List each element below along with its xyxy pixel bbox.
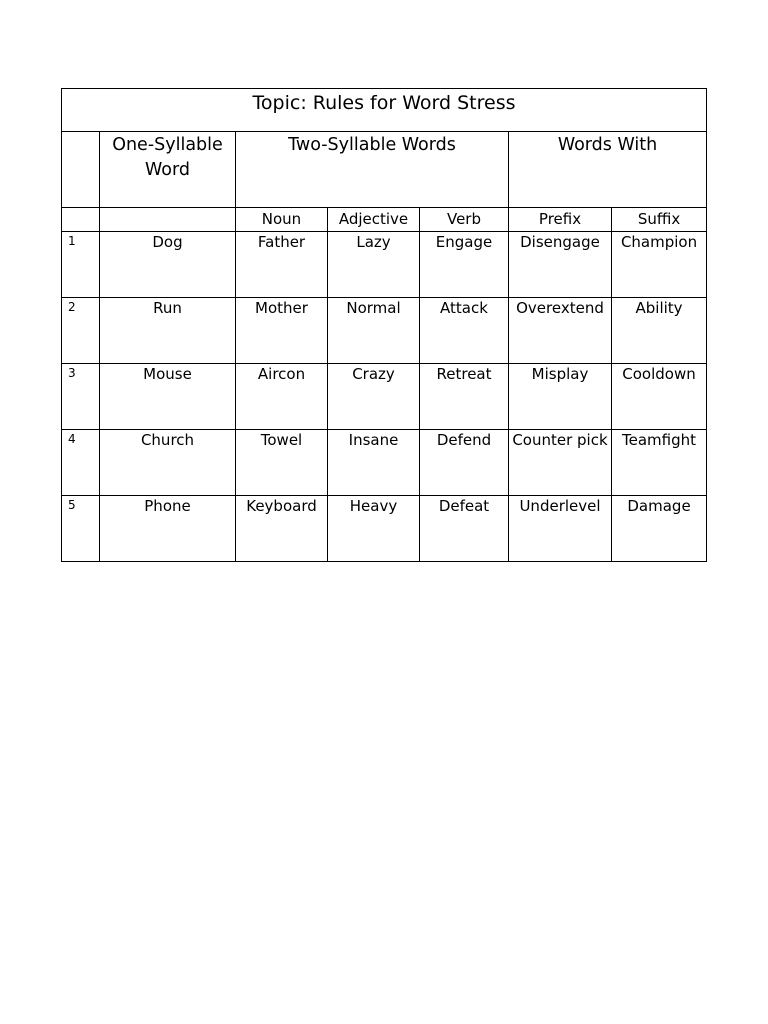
table-row xyxy=(62,496,707,562)
prefix-cell: Counter pick xyxy=(509,430,612,496)
table-title: Topic: Rules for Word Stress xyxy=(62,89,707,132)
one-syllable-cell: Dog xyxy=(100,232,236,298)
verb-cell: Defeat xyxy=(420,496,509,562)
verb-cell: Retreat xyxy=(420,364,509,430)
suffix-cell: Ability xyxy=(612,298,707,364)
row-number: 5 xyxy=(62,496,100,562)
prefix-cell: Disengage xyxy=(509,232,612,298)
word-stress-table xyxy=(61,88,707,562)
subheader-row xyxy=(62,208,707,232)
prefix-cell: Misplay xyxy=(509,364,612,430)
row-number: 1 xyxy=(62,232,100,298)
title-row xyxy=(62,89,707,132)
suffix-cell: Damage xyxy=(612,496,707,562)
noun-cell: Keyboard xyxy=(236,496,328,562)
adjective-cell: Heavy xyxy=(328,496,420,562)
table-row xyxy=(62,232,707,298)
two-syllable-header: Two-Syllable Words xyxy=(236,132,509,208)
noun-cell: Mother xyxy=(236,298,328,364)
adjective-header: Adjective xyxy=(328,208,420,232)
suffix-cell: Cooldown xyxy=(612,364,707,430)
adjective-cell: Lazy xyxy=(328,232,420,298)
prefix-cell: Underlevel xyxy=(509,496,612,562)
noun-cell: Father xyxy=(236,232,328,298)
one-syllable-cell: Run xyxy=(100,298,236,364)
empty-corner-cell xyxy=(62,132,100,208)
empty-subheader-cell xyxy=(100,208,236,232)
empty-subheader-cell xyxy=(62,208,100,232)
adjective-cell: Normal xyxy=(328,298,420,364)
table-row xyxy=(62,430,707,496)
group-header-row xyxy=(62,132,707,208)
adjective-cell: Insane xyxy=(328,430,420,496)
noun-cell: Towel xyxy=(236,430,328,496)
noun-header: Noun xyxy=(236,208,328,232)
row-number: 4 xyxy=(62,430,100,496)
prefix-header: Prefix xyxy=(509,208,612,232)
one-syllable-cell: Phone xyxy=(100,496,236,562)
one-syllable-cell: Church xyxy=(100,430,236,496)
verb-cell: Attack xyxy=(420,298,509,364)
adjective-cell: Crazy xyxy=(328,364,420,430)
one-syllable-header: One-Syllable Word xyxy=(100,132,236,208)
words-with-header: Words With xyxy=(509,132,707,208)
table-body xyxy=(62,232,707,562)
noun-cell: Aircon xyxy=(236,364,328,430)
verb-header: Verb xyxy=(420,208,509,232)
row-number: 3 xyxy=(62,364,100,430)
suffix-header: Suffix xyxy=(612,208,707,232)
table-row xyxy=(62,364,707,430)
suffix-cell: Teamfight xyxy=(612,430,707,496)
table-row xyxy=(62,298,707,364)
suffix-cell: Champion xyxy=(612,232,707,298)
one-syllable-cell: Mouse xyxy=(100,364,236,430)
verb-cell: Defend xyxy=(420,430,509,496)
prefix-cell: Overextend xyxy=(509,298,612,364)
row-number: 2 xyxy=(62,298,100,364)
verb-cell: Engage xyxy=(420,232,509,298)
